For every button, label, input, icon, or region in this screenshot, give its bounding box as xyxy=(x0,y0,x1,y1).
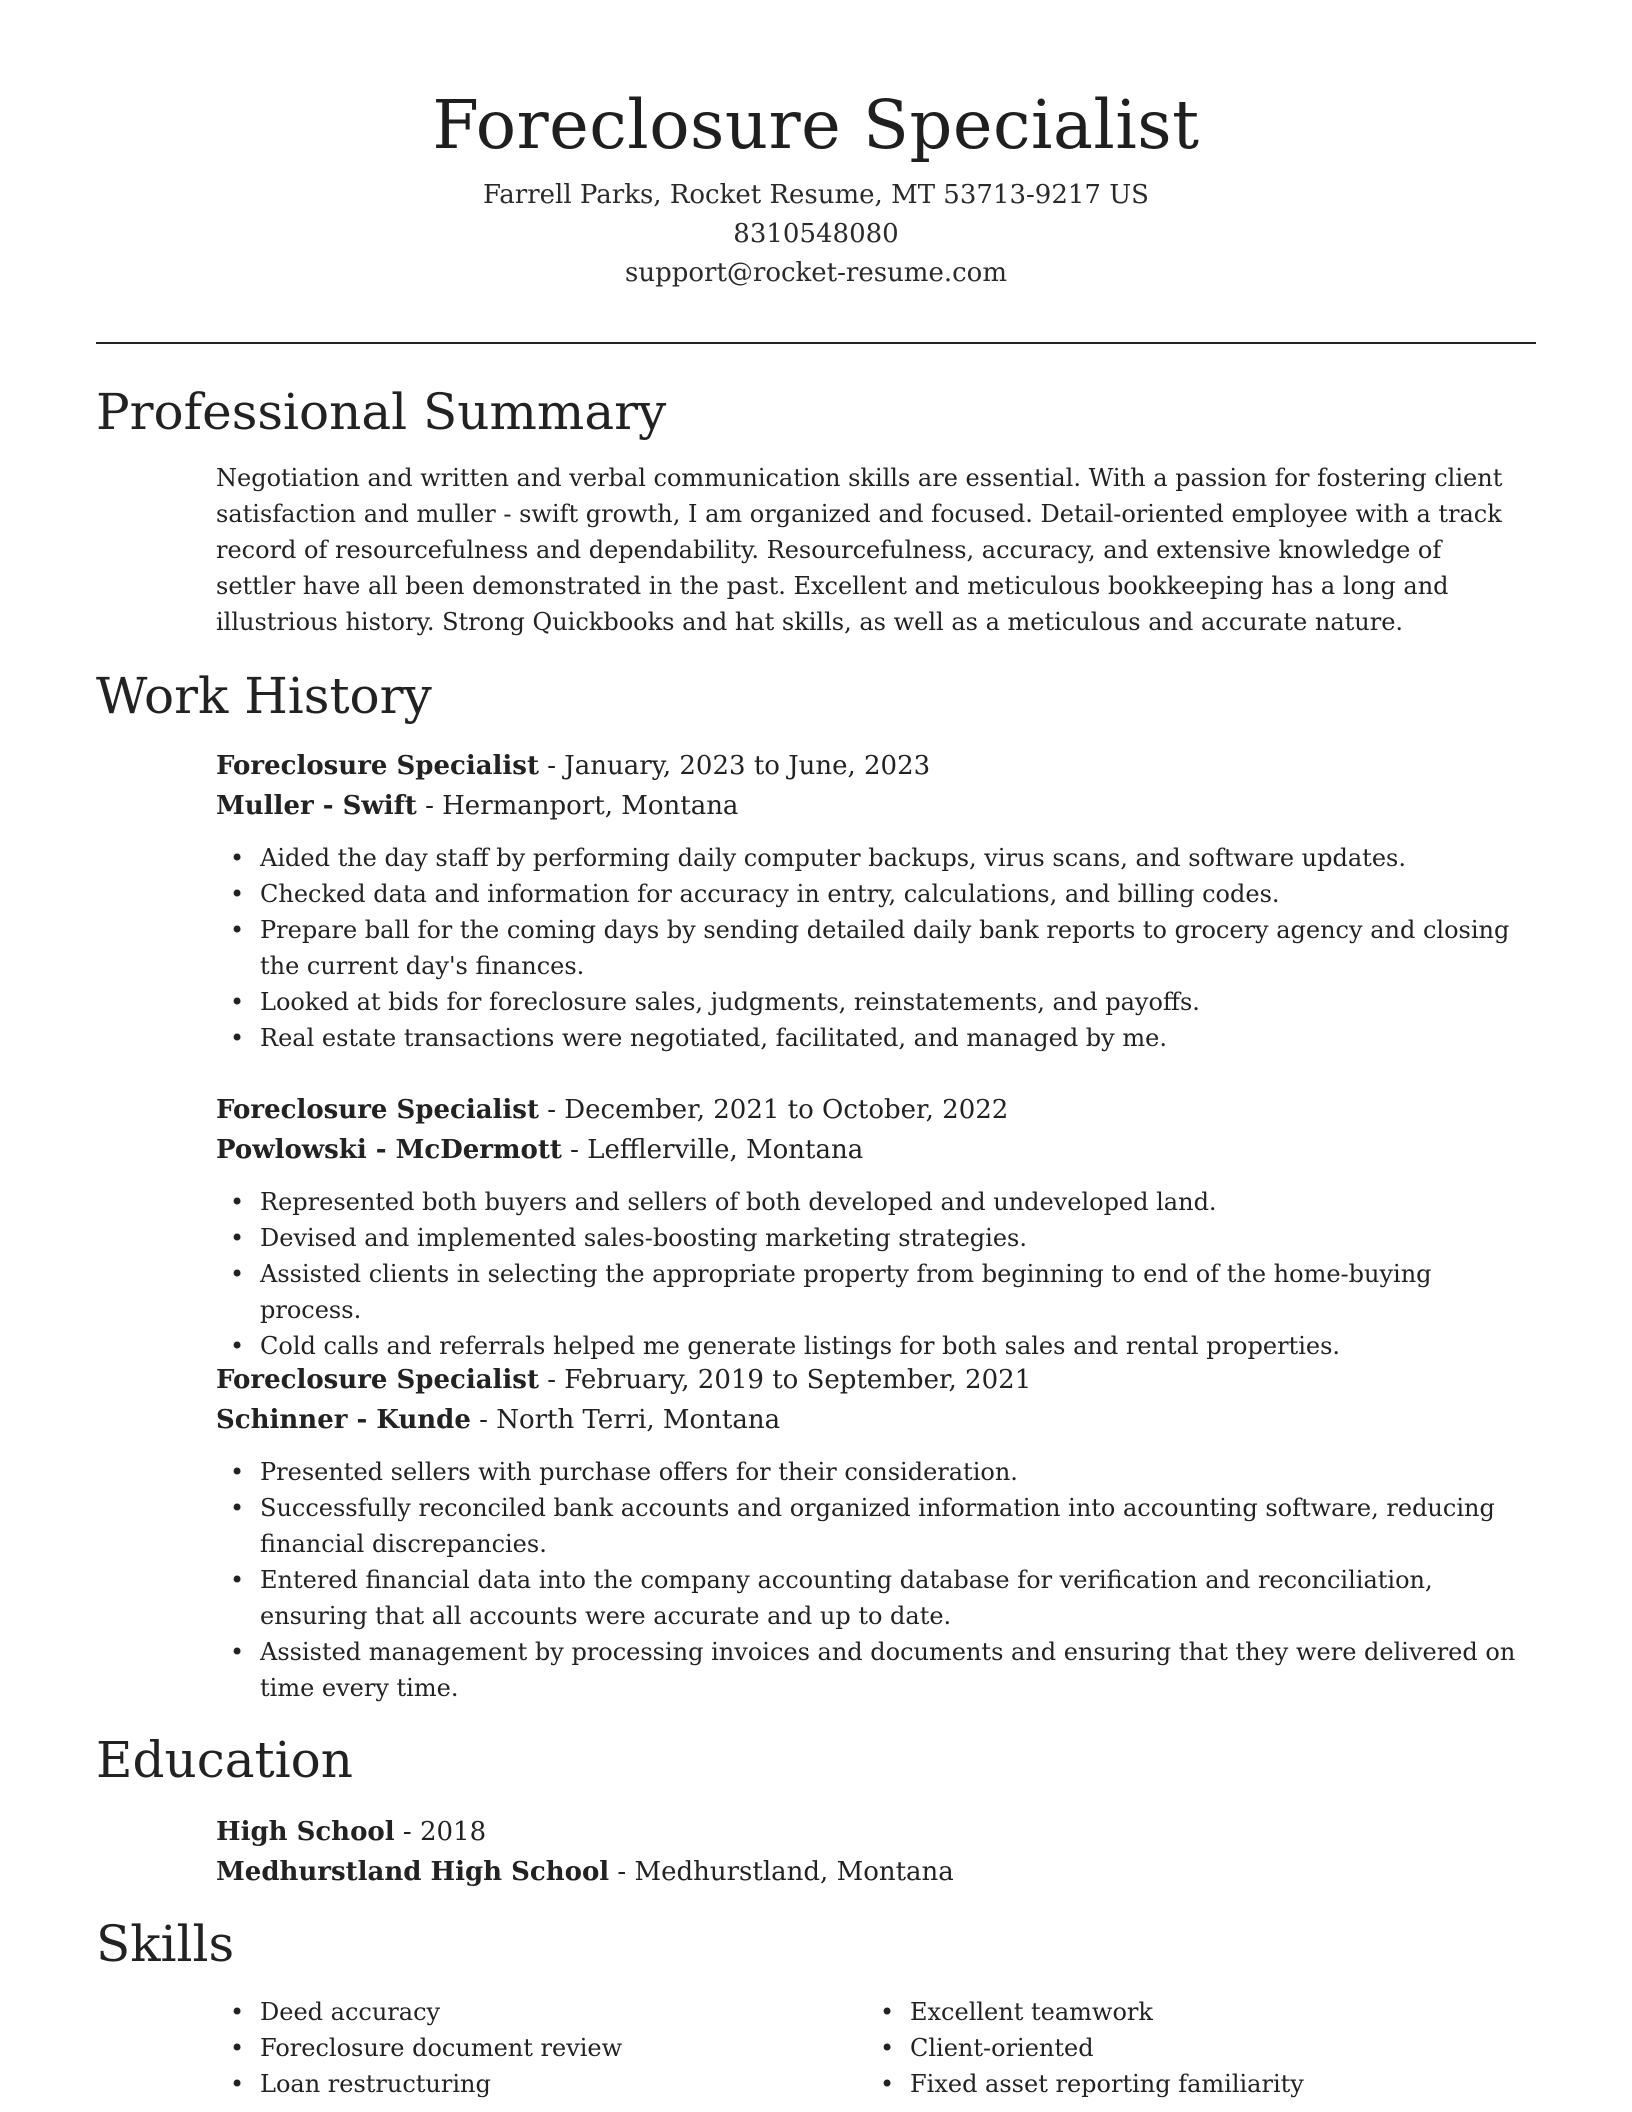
candidate-title: Foreclosure Specialist xyxy=(432,86,1200,164)
job-company-line xyxy=(216,1130,1526,1170)
skill-item: • Excellent teamwork xyxy=(866,1994,1466,2030)
job-company-line xyxy=(216,786,1526,826)
skill-item: • Deed accuracy xyxy=(216,1994,816,2030)
contact-phone: 8310548080 xyxy=(733,219,899,249)
list-item: • Checked data and information for accuracy in entry, calculations, and billing codes. xyxy=(216,876,1526,912)
education-degree: High School xyxy=(216,1817,395,1847)
list-item: • Entered financial data into the company accounting database for verification and reconciliation, ensuring that all accounts were accurate and up to date. xyxy=(216,1562,1526,1634)
skills-list xyxy=(866,1994,1466,2102)
skills-column-right xyxy=(866,1994,1466,2102)
skill-item: • Client-oriented xyxy=(866,2030,1466,2066)
skills-column-left xyxy=(216,1994,816,2102)
list-item: • Represented both buyers and sellers of both developed and undeveloped land. xyxy=(216,1184,1526,1220)
list-item: • Prepare ball for the coming days by sending detailed daily bank reports to grocery agency and closing the current day's finances. xyxy=(216,912,1526,984)
skill-item: • Loan restructuring xyxy=(216,2066,816,2102)
summary-heading: Professional Summary xyxy=(96,383,667,441)
job-location: - Lefflerville, Montana xyxy=(561,1135,864,1165)
job-duties-list xyxy=(216,840,1526,1056)
resume-header xyxy=(96,80,1536,293)
job-company: Powlowski - McDermott xyxy=(216,1135,562,1165)
job-title-line xyxy=(216,746,1526,786)
job-duties-list xyxy=(216,1454,1526,1706)
skill-item: • Foreclosure document review xyxy=(216,2030,816,2066)
list-item: • Looked at bids for foreclosure sales, judgments, reinstatements, and payoffs. xyxy=(216,984,1526,1020)
contact-address: Farrell Parks, Rocket Resume, MT 53713-9217 US xyxy=(483,180,1149,210)
job-dates: - January, 2023 to June, 2023 xyxy=(538,751,931,781)
education-school-line xyxy=(216,1852,1526,1892)
summary-section xyxy=(216,460,1516,640)
list-item: • Assisted management by processing invoices and documents and ensuring that they were delivered on time every time. xyxy=(216,1634,1526,1706)
education-year: - 2018 xyxy=(394,1817,487,1847)
job-position: Foreclosure Specialist xyxy=(216,1365,539,1395)
job-company-line xyxy=(216,1400,1526,1440)
skills-heading: Skills xyxy=(96,1915,235,1973)
job-dates: - February, 2019 to September, 2021 xyxy=(538,1365,1032,1395)
list-item: • Assisted clients in selecting the appropriate property from beginning to end of the home-buying process. xyxy=(216,1256,1526,1328)
list-item: • Successfully reconciled bank accounts and organized information into accounting software, reducing financial discrepancies. xyxy=(216,1490,1526,1562)
education-heading: Education xyxy=(96,1731,353,1789)
header-divider xyxy=(96,342,1536,344)
job-entry xyxy=(216,1360,1526,1706)
skills-list xyxy=(216,1994,816,2102)
job-location: - North Terri, Montana xyxy=(470,1405,781,1435)
job-title-line xyxy=(216,1360,1526,1400)
job-position: Foreclosure Specialist xyxy=(216,1095,539,1125)
list-item: • Devised and implemented sales-boosting marketing strategies. xyxy=(216,1220,1526,1256)
job-entry xyxy=(216,1090,1526,1364)
education-school: Medhurstland High School xyxy=(216,1857,610,1887)
education-entry xyxy=(216,1812,1526,1892)
job-duties-list xyxy=(216,1184,1526,1364)
job-position: Foreclosure Specialist xyxy=(216,751,539,781)
education-location: - Medhurstland, Montana xyxy=(609,1857,954,1887)
list-item: • Cold calls and referrals helped me generate listings for both sales and rental properties. xyxy=(216,1328,1526,1364)
job-company: Muller - Swift xyxy=(216,791,417,821)
job-title-line xyxy=(216,1090,1526,1130)
list-item: • Real estate transactions were negotiated, facilitated, and managed by me. xyxy=(216,1020,1526,1056)
education-degree-line xyxy=(216,1812,1526,1852)
job-entry xyxy=(216,746,1526,1056)
list-item: • Presented sellers with purchase offers for their consideration. xyxy=(216,1454,1526,1490)
skill-item: • Fixed asset reporting familiarity xyxy=(866,2066,1466,2102)
work-history-heading: Work History xyxy=(96,667,432,725)
job-dates: - December, 2021 to October, 2022 xyxy=(538,1095,1009,1125)
job-location: - Hermanport, Montana xyxy=(416,791,739,821)
job-company: Schinner - Kunde xyxy=(216,1405,471,1435)
summary-text: Negotiation and written and verbal communication skills are essential. With a passion for fostering client satisfaction and muller - swift growth, I am organized and focused. Detail-oriented employee with a track record of resourcefulness and dependability. Resourcefulness, accuracy, and extensive knowledge of settler have all been demonstrated in the past. Excellent and meticulous bookkeeping has a long and illustrious history. Strong Quickbooks and hat skills, as well as a meticulous and accurate nature. xyxy=(216,464,1503,636)
contact-email: support@rocket-resume.com xyxy=(624,258,1007,288)
list-item: • Aided the day staff by performing daily computer backups, virus scans, and software updates. xyxy=(216,840,1526,876)
